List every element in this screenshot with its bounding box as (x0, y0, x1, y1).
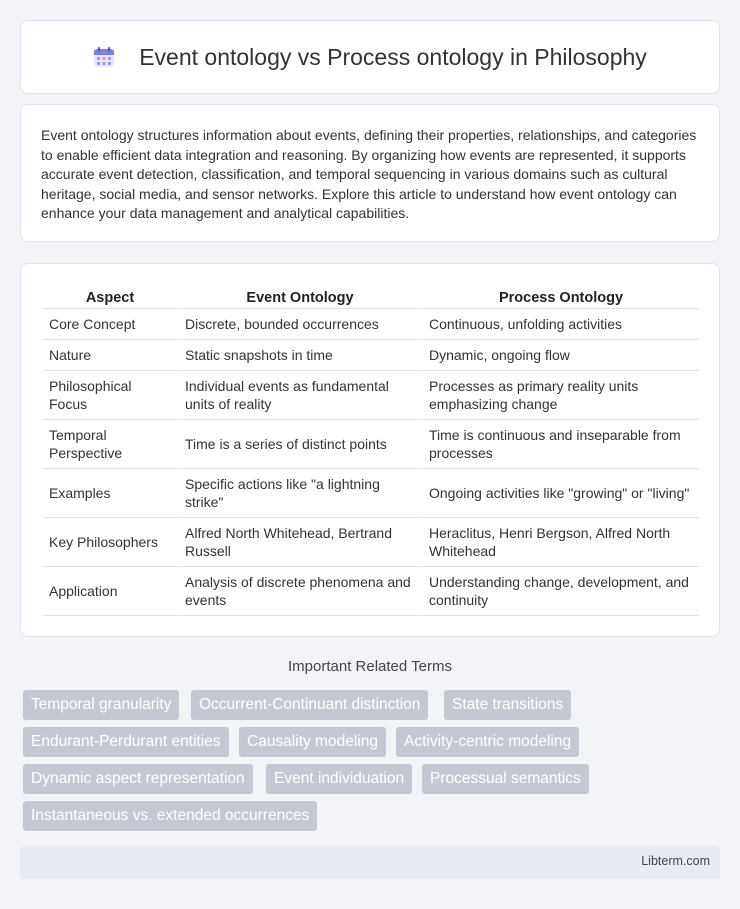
row-process: Processes as primary reality units emphasizing change (421, 371, 699, 420)
row-aspect: Application (43, 567, 177, 616)
row-event: Static snapshots in time (177, 340, 421, 371)
table-row (43, 340, 699, 371)
row-process: Continuous, unfolding activities (421, 309, 699, 340)
row-process: Time is continuous and inseparable from processes (421, 420, 699, 469)
row-event: Specific actions like "a lightning strike" (177, 469, 421, 518)
row-event: Alfred North Whitehead, Bertrand Russell (177, 518, 421, 567)
related-term-tag[interactable]: Instantaneous vs. extended occurrences (23, 801, 317, 831)
row-event: Individual events as fundamental units of reality (177, 371, 421, 420)
table-row (43, 567, 699, 616)
table-row (43, 518, 699, 567)
related-term-tag[interactable]: Processual semantics (422, 764, 589, 794)
table-row (43, 309, 699, 340)
table-row (43, 469, 699, 518)
comparison-card (20, 263, 720, 637)
intro-paragraph: Event ontology structures information about events, defining their properties, relationships, and categories to enable efficient data integration and reasoning. By organizing how events are represented, it supports accurate event detection, classification, and temporal sequencing in various domains such as cultural heritage, social media, and sensor networks. Explore this article to understand how event ontology can enhance your data management and analytical capabilities. (41, 127, 697, 222)
related-term-tag[interactable]: Endurant-Perdurant entities (23, 727, 229, 757)
related-term-tag[interactable]: Temporal granularity (23, 690, 179, 720)
related-term-tag[interactable]: Event individuation (266, 764, 412, 794)
related-term-tag[interactable]: Dynamic aspect representation (23, 764, 253, 794)
table-row (43, 371, 699, 420)
related-term-tag[interactable]: Activity-centric modeling (396, 727, 579, 757)
header-event-ontology: Event Ontology (177, 286, 421, 309)
row-aspect: Temporal Perspective (43, 420, 177, 469)
footer-site-link[interactable]: Libterm.com (641, 854, 710, 868)
calendar-icon (93, 46, 115, 68)
header-aspect: Aspect (43, 286, 177, 309)
row-aspect: Philosophical Focus (43, 371, 177, 420)
comparison-table (43, 286, 699, 616)
table-row (43, 420, 699, 469)
row-aspect: Nature (43, 340, 177, 371)
title-card (20, 20, 720, 94)
intro-card (20, 104, 720, 242)
related-term-tag[interactable]: State transitions (444, 690, 571, 720)
row-event: Analysis of discrete phenomena and events (177, 567, 421, 616)
row-event: Time is a series of distinct points (177, 420, 421, 469)
row-event: Discrete, bounded occurrences (177, 309, 421, 340)
related-term-tag[interactable]: Causality modeling (239, 727, 386, 757)
row-aspect: Examples (43, 469, 177, 518)
row-process: Dynamic, ongoing flow (421, 340, 699, 371)
page-title: Event ontology vs Process ontology in Philosophy (139, 43, 647, 70)
row-process: Understanding change, development, and continuity (421, 567, 699, 616)
row-aspect: Core Concept (43, 309, 177, 340)
table-header-row (43, 286, 699, 309)
related-terms-title: Important Related Terms (288, 658, 452, 675)
row-process: Ongoing activities like "growing" or "living" (421, 469, 699, 518)
row-aspect: Key Philosophers (43, 518, 177, 567)
footer (20, 846, 720, 879)
row-process: Heraclitus, Henri Bergson, Alfred North Whitehead (421, 518, 699, 567)
header-process-ontology: Process Ontology (421, 286, 699, 309)
related-term-tag[interactable]: Occurrent-Continuant distinction (191, 690, 428, 720)
